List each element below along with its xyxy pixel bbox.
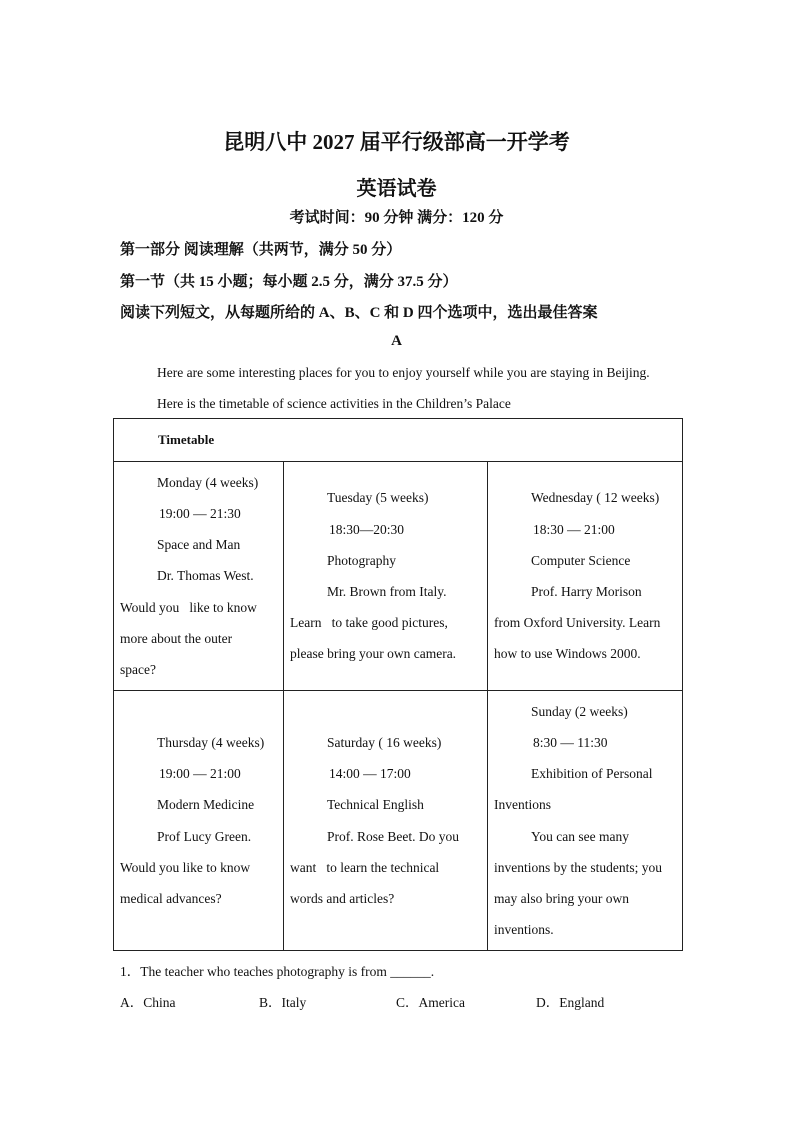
timetable-cell-wednesday <box>488 462 683 691</box>
option-b: B．Italy <box>259 995 307 1010</box>
timetable-cell-sunday <box>488 691 683 951</box>
cell-teacher: Prof. Rose Beet. Do you <box>327 828 459 844</box>
timetable-cell-monday <box>114 462 284 691</box>
cell-desc: Would you like to know <box>120 599 257 615</box>
cell-day: Monday (4 weeks) <box>157 474 259 490</box>
timetable <box>113 418 683 951</box>
cell-desc: words and articles? <box>290 890 395 906</box>
passage-label: A <box>391 333 402 349</box>
passage-intro-2: Here is the timetable of science activities in the Children’s Palace <box>157 396 511 411</box>
cell-desc: inventions by the students; you <box>494 859 662 875</box>
cell-time: 19:00 — 21:00 <box>159 766 241 782</box>
cell-time: 14:00 — 17:00 <box>329 766 411 782</box>
cell-desc: medical advances? <box>120 890 222 906</box>
cell-desc: more about the outer <box>120 630 233 646</box>
cell-desc: please bring your own camera. <box>290 646 457 662</box>
cell-time: 19:00 — 21:30 <box>159 505 241 521</box>
timetable-cell-saturday <box>284 691 488 951</box>
cell-subject: Space and Man <box>157 537 241 553</box>
option-d: D．England <box>536 995 605 1010</box>
timetable-header: Timetable <box>114 419 683 462</box>
cell-desc: Learn to take good pictures, <box>290 615 448 631</box>
cell-time: 18:30—20:30 <box>329 521 405 537</box>
section-heading: 第一节（共 15 小题；每小题 2.5 分，满分 37.5 分） <box>120 274 458 290</box>
cell-time: 8:30 — 11:30 <box>533 734 608 750</box>
question-stem: 1．The teacher who teaches photography is from ______. <box>120 964 435 979</box>
cell-subject: Inventions <box>494 797 551 813</box>
timetable-cell-tuesday <box>284 462 488 691</box>
exam-info: 考试时间：90 分钟 满分：120 分 <box>289 210 504 226</box>
cell-desc: may also bring your own <box>494 890 629 906</box>
cell-teacher: Dr. Thomas West. <box>157 568 254 584</box>
timetable-cell-thursday <box>114 691 284 951</box>
cell-desc: inventions. <box>494 922 554 938</box>
cell-desc: Would you like to know <box>120 859 251 875</box>
cell-day: Wednesday ( 12 weeks) <box>531 490 660 506</box>
cell-subject: Modern Medicine <box>157 797 255 813</box>
option-c: C．America <box>396 995 465 1010</box>
cell-teacher: Prof Lucy Green. <box>157 828 252 844</box>
cell-day: Sunday (2 weeks) <box>531 703 628 719</box>
option-a: A．China <box>120 995 176 1010</box>
cell-subject: Photography <box>327 552 396 568</box>
cell-subject: Technical English <box>327 797 424 813</box>
cell-day: Saturday ( 16 weeks) <box>327 734 442 750</box>
cell-day: Tuesday (5 weeks) <box>327 490 429 506</box>
cell-time: 18:30 — 21:00 <box>533 521 615 537</box>
cell-subject: Computer Science <box>531 552 631 568</box>
cell-teacher: Prof. Harry Morison <box>531 584 642 599</box>
passage-intro-1: Here are some interesting places for you to enjoy yourself while you are staying in Beijing. <box>157 365 650 380</box>
cell-desc: from Oxford University. Learn <box>494 615 661 631</box>
part-heading: 第一部分 阅读理解（共两节，满分 50 分） <box>120 242 402 258</box>
cell-teacher: You can see many <box>531 828 629 844</box>
exam-title: 昆明八中 2027 届平行级部高一开学考 <box>223 130 570 154</box>
cell-desc: want to learn the technical <box>290 859 440 875</box>
cell-subject: Exhibition of Personal <box>531 766 653 782</box>
exam-subtitle: 英语试卷 <box>356 178 437 200</box>
instruction: 阅读下列短文，从每题所给的 A、B、C 和 D 四个选项中，选出最佳答案 <box>120 305 598 321</box>
cell-teacher: Mr. Brown from Italy. <box>327 584 447 599</box>
cell-desc: space? <box>120 662 156 677</box>
cell-desc: how to use Windows 2000. <box>494 646 641 662</box>
cell-day: Thursday (4 weeks) <box>157 734 265 750</box>
